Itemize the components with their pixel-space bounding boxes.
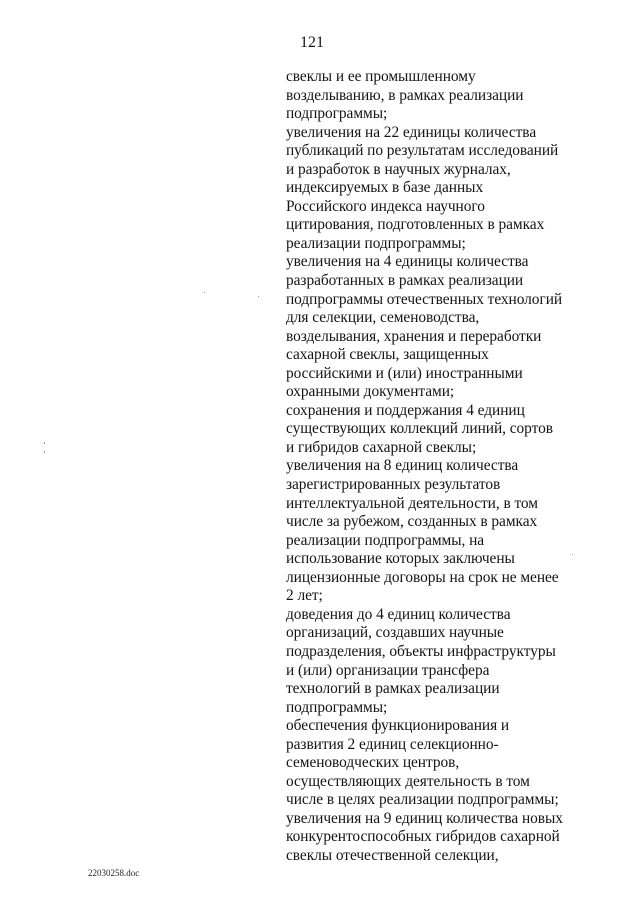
scan-speck — [204, 292, 205, 293]
text-line: подпрограммы; — [286, 105, 388, 123]
text-line: для селекции, семеноводства, — [286, 309, 480, 327]
text-line: 2 лет; — [286, 587, 323, 605]
text-line: увеличения на 9 единиц количества новых — [286, 809, 563, 827]
text-line: увеличения на 8 единиц количества — [286, 457, 519, 475]
text-line: свеклы отечественной селекции, — [286, 846, 499, 864]
text-line: цитирования, подготовленных в рамках — [286, 216, 545, 234]
text-line: охранными документами; — [286, 383, 455, 401]
scan-speck — [258, 296, 259, 297]
text-line: реализации подпрограммы; — [286, 234, 466, 252]
text-line: публикаций по результатам исследований — [286, 142, 559, 160]
text-line: интеллектуальной деятельности, в том — [286, 494, 538, 512]
text-line: и (или) организации трансфера — [286, 661, 490, 679]
scan-speck — [44, 442, 45, 444]
text-line: разработанных в рамках реализации — [286, 272, 524, 290]
text-line: осуществляющих деятельность в том — [286, 772, 530, 790]
text-line: Российского индекса научного — [286, 197, 485, 215]
text-line: и разработок в научных журналах, — [286, 160, 511, 178]
text-line: зарегистрированных результатов — [286, 476, 501, 494]
scan-speck — [44, 451, 45, 453]
text-line: сохранения и поддержания 4 единиц — [286, 401, 525, 419]
text-line: подпрограммы; — [286, 698, 388, 716]
text-line: и гибридов сахарной свеклы; — [286, 438, 477, 456]
scan-speck — [572, 554, 573, 555]
text-line: доведения до 4 единиц количества — [286, 605, 511, 623]
text-line: лицензионные договоры на срок не менее — [286, 568, 559, 586]
text-line: индексируемых в базе данных — [286, 179, 484, 197]
text-line: использование которых заключены — [286, 550, 515, 568]
text-line: сахарной свеклы, защищенных — [286, 346, 489, 364]
text-line: числе за рубежом, созданных в рамках — [286, 513, 538, 531]
text-line: увеличения на 22 единицы количества — [286, 123, 537, 141]
body-text — [286, 68, 606, 866]
text-line: свеклы и ее промышленному — [286, 68, 476, 85]
text-line: организаций, создавших научные — [286, 624, 504, 642]
text-line: числе в целях реализации подпрограммы; — [286, 791, 559, 809]
text-line: реализации подпрограммы, на — [286, 531, 485, 549]
text-line: конкурентоспособных гибридов сахарной — [286, 828, 560, 846]
document-filename: 22030258.doc — [88, 868, 140, 878]
text-line: возделывания, хранения и переработки — [286, 327, 542, 345]
text-line: подразделения, объекты инфраструктуры — [286, 642, 556, 660]
text-line: существующих коллекций линий, сортов — [286, 420, 553, 438]
text-line: технологий в рамках реализации — [286, 680, 500, 698]
text-line: увеличения на 4 единицы количества — [286, 253, 529, 271]
text-line: российскими и (или) иностранными — [286, 364, 523, 382]
text-line: семеноводческих центров, — [286, 754, 460, 772]
page-number: 121 — [300, 34, 324, 51]
text-line: обеспечения функционирования и — [286, 717, 510, 735]
text-line: развития 2 единиц селекционно- — [286, 735, 499, 753]
text-line: возделыванию, в рамках реализации — [286, 86, 524, 104]
text-line: подпрограммы отечественных технологий — [286, 290, 563, 308]
